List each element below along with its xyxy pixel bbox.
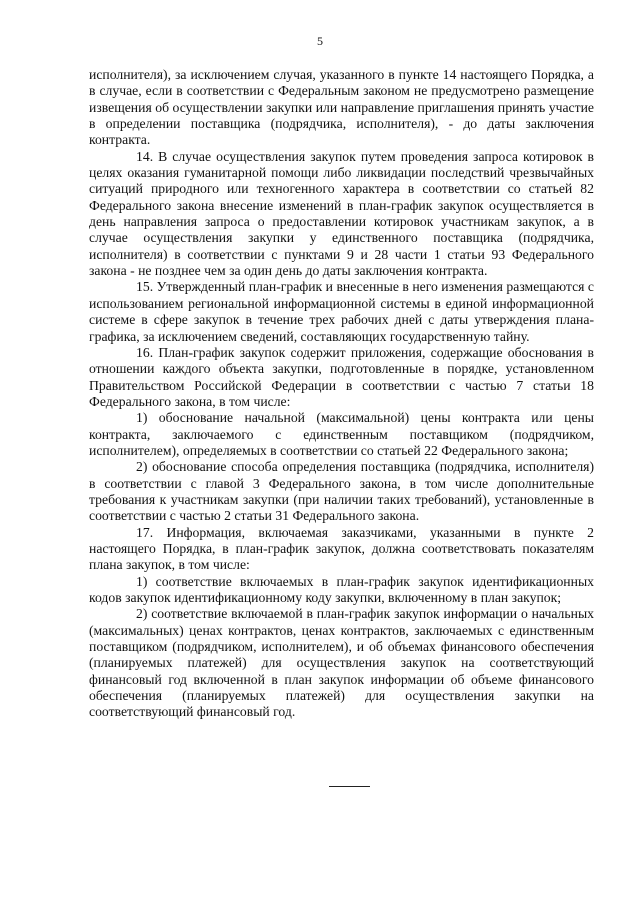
paragraph-item-16-2: 2) обоснование способа определения поставщика (подрядчика, исполнителя) в соответствии с главой 3 Федерального закона, в том числе дополнительные требования к участникам закупки (при наличии таких требований), установленные в соответствии с частью 2 статьи 31 Федерального закона. [89,459,594,524]
paragraph-item-15: 15. Утвержденный план-график и внесенные в него изменения размещаются с использованием региональной информационной системы в единой информационной системе в сфере закупок в течение трех рабочих дней с даты утверждения плана-графика, за исключением сведений, составляющих государственную тайну. [89,279,594,344]
page-number: 5 [317,34,323,48]
paragraph-item-14: 14. В случае осуществления закупок путем проведения запроса котировок в целях оказания гуманитарной помощи либо ликвидации последствий чрезвычайных ситуаций природного или техногенного характера в соответствии со статьей 82 Федерального закона внесение изменений в план-график закупок осуществляется в день направления запроса о предоставлении котировок участникам закупок, а в случае осуществления закупки у единственного поставщика (подрядчика, исполнителя) в соответствии с пунктами 9 и 28 части 1 статьи 93 Федерального закона - не позднее чем за один день до даты заключения контракта. [89,148,594,279]
paragraph-item-17: 17. Информация, включаемая заказчиками, указанными в пункте 2 настоящего Порядка, в план-график закупок, должна соответствовать показателям плана закупок, в том числе: [89,524,594,573]
paragraph-item-17-2: 2) соответствие включаемой в план-график закупок информации о начальных (максимальных) ценах контрактов, ценах контрактов, заключаемых с единственным поставщиком (подрядчиком, исполнителем), и об объемах финансового обеспечения (планируемых платежей) для осуществления закупок на соответствующий финансовый год включенной в план закупок информации об объеме финансового обеспечения (планируемых платежей) для осуществления закупки на соответствующий финансовый год. [89,606,594,720]
paragraph-item-16: 16. План-график закупок содержит приложения, содержащие обоснования в отношении каждого объекта закупки, подготовленные в порядке, установленном Правительством Российской Федерации в соответствии с частью 7 статьи 18 Федерального закона, в том числе: [89,344,594,409]
paragraph-item-17-1: 1) соответствие включаемых в план-график закупок идентификационных кодов закупок идентификационному коду закупки, включенному в план закупок; [89,573,594,605]
end-divider-line [329,786,370,787]
paragraph-item-16-1: 1) обоснование начальной (максимальной) цены контракта или цены контракта, заключаемого с единственным поставщиком (подрядчиком, исполнителем), определяемых в соответствии со статьей 22 Федерального закона; [89,410,594,458]
document-body [89,67,594,721]
paragraph-continuation: исполнителя), за исключением случая, указанного в пункте 14 настоящего Порядка, а в случае, если в соответствии с Федеральным законом не предусмотрено размещение извещения об осуществлении закупки или направление приглашения принять участие в определении поставщика (подрядчика, исполнителя), - до даты заключения контракта. [89,67,594,148]
